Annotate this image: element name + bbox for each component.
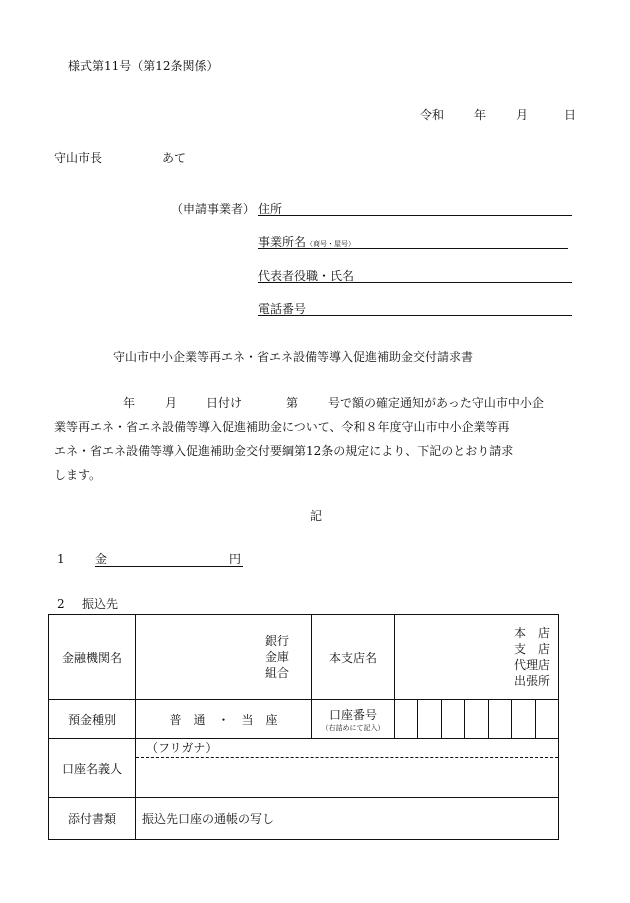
account-note: （右詰めにて記入） [321, 723, 385, 732]
branch-cell[interactable] [395, 615, 559, 700]
branch-types [514, 625, 550, 689]
addressee-name: 守山市長 [54, 151, 103, 165]
branch-type-shiten: 支 店 [513, 642, 550, 656]
body-dated: 日付け [206, 396, 243, 410]
phone-label: 電話番号 [258, 302, 307, 316]
document-title: 守山市中小企業等再エネ・省エネ設備等導入促進補助金交付請求書 [113, 350, 474, 364]
bank-row-deposit [49, 700, 559, 739]
address-label: 住所 [258, 202, 283, 216]
inst-type-kumiai: 組合 [264, 666, 289, 680]
body-line4: します。 [54, 468, 102, 482]
account-label: 口座番号 [328, 707, 377, 722]
business-name-label: 事業所名 [258, 235, 307, 249]
form-number: 様式第11号（第12条関係） [68, 59, 219, 73]
inst-type-bank: 銀行 [264, 634, 289, 648]
attach-label: 添付書類 [49, 798, 136, 840]
holder-name-area[interactable] [136, 758, 558, 797]
date-day: 日 [564, 108, 577, 122]
furigana-row[interactable] [136, 739, 558, 758]
phone-field[interactable] [258, 303, 572, 316]
body-line3: エネ・省エネ設備等導入促進補助金交付要綱第12条の規定により、下記のとおり請求 [54, 444, 514, 458]
branch-type-honten: 本 店 [513, 626, 550, 640]
address-field[interactable] [258, 203, 572, 216]
date-year: 年 [474, 108, 487, 122]
date-era: 令和 [420, 108, 445, 122]
applicant-label: （申請事業者） [171, 202, 256, 216]
bank-row-holder [49, 739, 559, 798]
addressee-suffix: あて [162, 151, 187, 165]
bank-row-attach [49, 798, 559, 840]
item2-number: 2 [57, 597, 65, 611]
bank-account-table [48, 614, 559, 840]
body-year: 年 [123, 396, 136, 410]
institution-types [265, 633, 289, 681]
ki-mark: 記 [310, 509, 323, 523]
deposit-label: 預金種別 [49, 700, 136, 739]
attach-value: 振込先口座の通帳の写し [136, 798, 559, 840]
item2-label: 振込先 [82, 597, 119, 611]
representative-label: 代表者役職・氏名 [258, 269, 355, 283]
branch-label: 本支店名 [312, 615, 395, 700]
business-name-field[interactable] [258, 236, 568, 249]
holder-label: 口座名義人 [49, 739, 136, 798]
amount-field[interactable] [95, 553, 243, 567]
body-line1-rest: 号で額の確定通知があった守山市中小企 [328, 396, 544, 410]
holder-cell[interactable] [136, 739, 559, 798]
bank-row-institution [49, 615, 559, 700]
item1-number: 1 [57, 552, 65, 566]
yen-label: 円 [228, 552, 241, 566]
date-month: 月 [516, 108, 529, 122]
institution-cell[interactable] [136, 615, 312, 700]
branch-type-dairiten: 代理店 [513, 658, 550, 672]
representative-field[interactable] [258, 270, 572, 283]
body-line2: 業等再エネ・省エネ設備等導入促進補助金について、令和８年度守山市中小企業等再 [54, 420, 510, 434]
institution-label: 金融機関名 [49, 615, 136, 700]
deposit-options[interactable]: 普 通 ・ 当 座 [136, 700, 312, 739]
branch-type-shutchojo: 出張所 [513, 674, 550, 688]
business-name-note: （商号・屋号） [306, 240, 356, 248]
furigana-label: （フリガナ） [146, 741, 218, 755]
account-label-cell [312, 700, 395, 739]
body-no: 第 [286, 396, 299, 410]
account-digit-boxes [395, 700, 558, 738]
kin-label: 金 [95, 552, 108, 566]
account-number-cell[interactable] [395, 700, 559, 739]
inst-type-shinkin: 金庫 [264, 650, 289, 664]
body-month: 月 [165, 396, 178, 410]
